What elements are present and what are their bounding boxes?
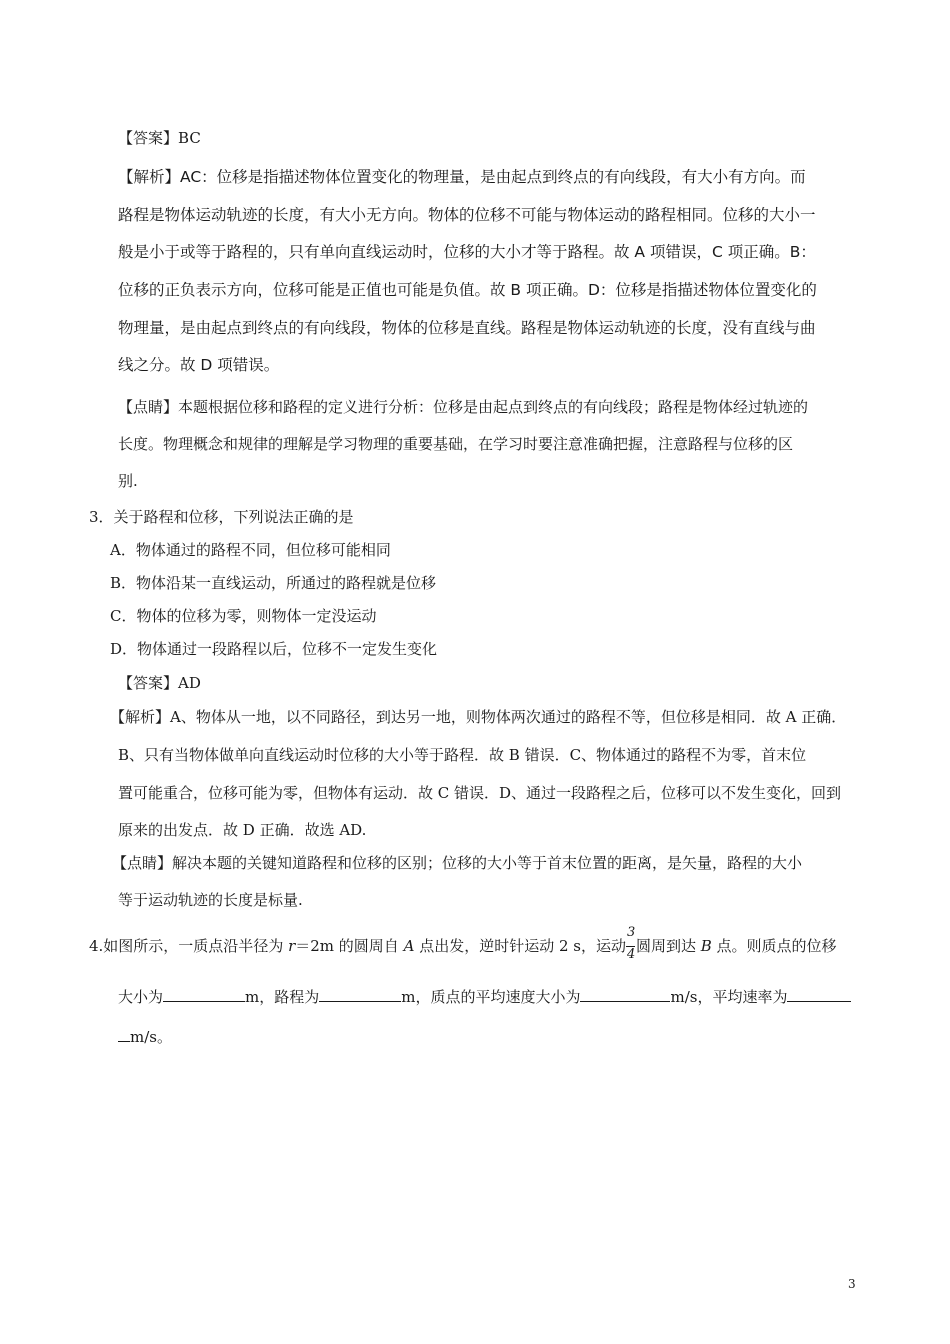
q4-stem-line-2: 大小为 m，路程为 m，质点的平均速度大小为 m/s，平均速率为	[118, 986, 851, 1007]
q2-analysis-line-4: 位移的正负表示方向，位移可能是正值也可能是负值。故 B 项正确。D：位移是指描述物体位置变化的	[118, 281, 817, 299]
var-b: B	[700, 937, 712, 955]
blank-displacement	[163, 986, 245, 1002]
q2-analysis-line-3: 般是小于或等于路程的，只有单向直线运动时，位移的大小才等于路程。故 A 项错误，C 项正确。B：	[118, 243, 816, 261]
blank-average-speed	[787, 986, 851, 1002]
q2-comment-line-2: 长度。物理概念和规律的理解是学习物理的重要基础，在学习时要注意准确把握，注意路程与位移的区	[118, 435, 794, 453]
blank-average-velocity	[580, 986, 670, 1002]
q3-comment-line-1: 【点睛】解决本题的关键知道路程和位移的区别；位移的大小等于首末位置的距离，是矢量，路程的大小	[112, 854, 803, 872]
q2-comment-line-1: 【点睛】本题根据位移和路程的定义进行分析：位移是由起点到终点的有向线段；路程是物体经过轨迹的	[118, 398, 809, 416]
q2-analysis-line-6: 线之分。故 D 项错误。	[118, 356, 280, 374]
blank-path-length	[319, 986, 401, 1002]
fraction-three-quarters: $\frac{3}{4}$	[626, 925, 636, 962]
q3-option-d: D．物体通过一段路程以后，位移不一定发生变化	[110, 640, 438, 658]
q3-stem: 3．关于路程和位移，下列说法正确的是	[89, 508, 354, 526]
q2-analysis-line-1: 【解析】AC：位移是指描述物体位置变化的物理量，是由起点到终点的有向线段，有大小有方向。而	[118, 168, 806, 186]
q3-option-b: B．物体沿某一直线运动，所通过的路程就是位移	[110, 574, 437, 592]
q2-answer: 【答案】BC	[118, 129, 201, 147]
q2-comment-line-3: 别.	[118, 472, 138, 490]
q3-comment-line-2: 等于运动轨迹的长度是标量.	[118, 891, 303, 909]
var-r: r	[288, 937, 296, 955]
var-a: A	[403, 937, 415, 955]
q3-analysis-line-1: 【解析】A、物体从一地，以不同路径，到达另一地，则物体两次通过的路程不等，但位移是相同．故 A 正确．	[110, 708, 847, 726]
blank-average-speed-cont	[118, 1026, 130, 1042]
q3-option-c: C．物体的位移为零，则物体一定没运动	[110, 607, 377, 625]
q4-stem-line-1: 4.如图所示，一质点沿半径为 r＝2m 的圆周自 A 点出发，逆时针运动 2 s，运动 $\frac{3}{4}$ 圆周到达 B 点。则质点的位移	[89, 925, 837, 962]
q3-analysis-line-4: 原来的出发点．故 D 正确．故选 AD.	[118, 821, 367, 839]
q2-analysis-line-5: 物理量，是由起点到终点的有向线段，物体的位移是直线。路程是物体运动轨迹的长度，没有直线与曲	[118, 319, 816, 337]
q3-analysis-line-3: 置可能重合，位移可能为零，但物体有运动．故 C 错误．D、通过一段路程之后，位移可以不发生变化，回到	[118, 784, 842, 802]
q3-answer: 【答案】AD	[118, 674, 201, 692]
q3-option-a: A．物体通过的路程不同，但位移可能相同	[110, 541, 391, 559]
page-number: 3	[848, 1277, 856, 1291]
q4-stem-line-3: m/s。	[118, 1026, 172, 1047]
q2-analysis-line-2: 路程是物体运动轨迹的长度，有大小无方向。物体的位移不可能与物体运动的路程相同。位移的大小一	[118, 206, 816, 224]
q3-analysis-line-2: B、只有当物体做单向直线运动时位移的大小等于路程．故 B 错误．C、物体通过的路程不为零，首末位	[118, 746, 807, 764]
